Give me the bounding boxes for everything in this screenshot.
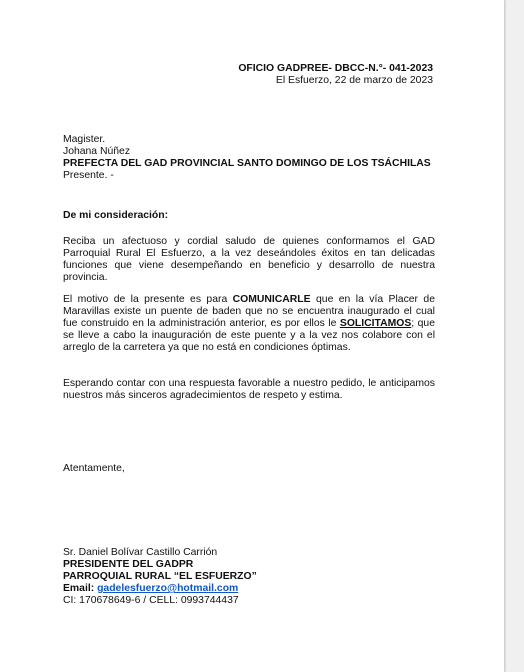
- signer-role-1: PRESIDENTE DEL GADPR: [63, 559, 194, 570]
- signer-contact: CI: 170678649-6 / CELL: 0993744437: [63, 595, 239, 606]
- solicitamos-emphasis: SOLICITAMOS: [339, 318, 412, 329]
- paragraph-request-text-1: El motivo de la presente es para: [63, 294, 233, 305]
- paragraph-request-text-3: ; que se lleve a cabo la inauguración de este puente y a la vez nos colabore con el arreglo de la carretera ya que no está en condiciones óptimas.: [63, 318, 435, 353]
- addressee-position: PREFECTA DEL GAD PROVINCIAL SANTO DOMINGO DE LOS TSÁCHILAS: [63, 158, 431, 169]
- paragraph-closing: Esperando contar con una respuesta favorable a nuestro pedido, le anticipamos nuestros más sinceros agradecimientos de respeto y estima.: [63, 378, 435, 401]
- paragraph-request: [63, 294, 435, 354]
- greeting: De mi consideración:: [63, 210, 169, 221]
- addressee-name: Johana Núñez: [63, 146, 131, 157]
- oficio-number: OFICIO GADPREE- DBCC-N.°- 041-2023: [238, 63, 433, 74]
- comunicarle-emphasis: COMUNICARLE: [232, 294, 311, 305]
- addressee-title: Magister.: [63, 134, 106, 145]
- signer-role-2: PARROQUIAL RURAL “EL ESFUERZO”: [63, 571, 257, 582]
- signer-name: Sr. Daniel Bolívar Castillo Carrión: [63, 547, 218, 558]
- email-link[interactable]: gadelesfuerzo@hotmail.com: [97, 583, 239, 594]
- letter-date: El Esfuerzo, 22 de marzo de 2023: [275, 75, 433, 86]
- paragraph-request-text-2: que en la vía Placer de Maravillas existe un puente de baden que no se encuentra inaugurado el cual fue construido en la administración anterior, es por ellos le: [63, 294, 435, 329]
- closing-salutation: Atentamente,: [63, 463, 125, 474]
- email-label: Email:: [63, 583, 98, 594]
- addressee-presente: Presente. -: [63, 170, 114, 181]
- paragraph-intro: Reciba un afectuoso y cordial saludo de quienes conformamos el GAD Parroquial Rural El Esfuerzo, a la vez deseándoles éxitos en tan delicadas funciones que viene desempeñando en beneficio y desarrollo de nuestra provincia.: [63, 236, 435, 283]
- signer-email-line: [63, 583, 238, 595]
- vertical-scrollbar[interactable]: [505, 0, 524, 672]
